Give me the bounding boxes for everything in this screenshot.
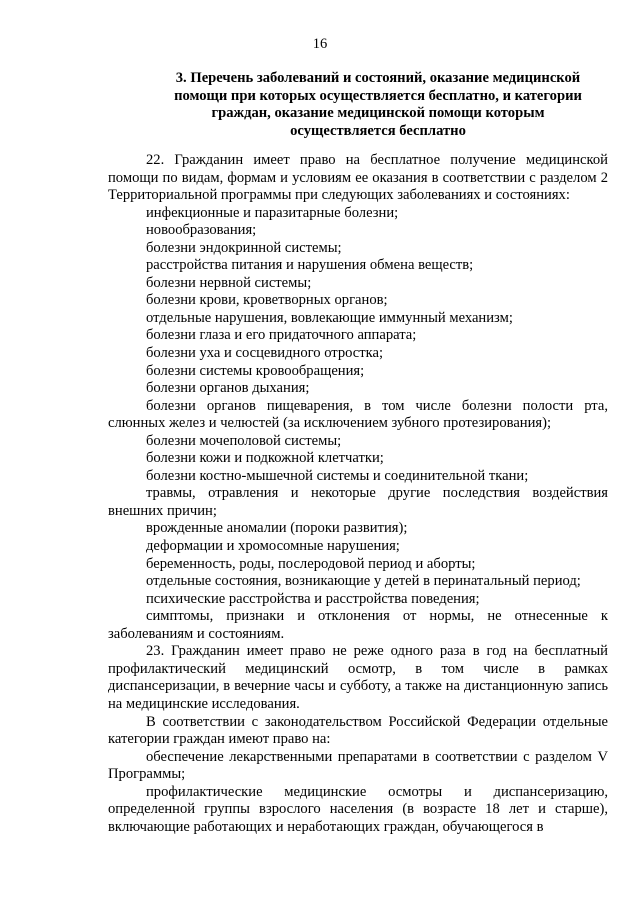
disease-list <box>108 205 608 644</box>
disease-list-item: отдельные нарушения, вовлекающие иммунный механизм; <box>146 309 513 326</box>
rights-list-item: профилактические медицинские осмотры и диспансеризацию, определенной группы взрослого населения (в возрасте 18 лет и старше), включающие работающих и неработающих граждан, обучающегося в <box>108 783 608 835</box>
rights-list-item: обеспечение лекарственными препаратами в соответствии с разделом V Программы; <box>108 748 608 783</box>
disease-list-item: беременность, роды, послеродовой период и аборты; <box>146 555 476 572</box>
section-heading-line: помощи при которых осуществляется бесплатно, и категории <box>174 87 582 104</box>
rights-list <box>108 749 608 837</box>
disease-list-item: врожденные аномалии (пороки развития); <box>146 520 408 537</box>
disease-list-item: отдельные состояния, возникающие у детей в перинатальный период; <box>146 573 581 590</box>
disease-list-item: болезни эндокринной системы; <box>146 239 342 256</box>
disease-list-item: травмы, отравления и некоторые другие последствия воздействия внешних причин; <box>108 485 608 519</box>
disease-list-item: болезни крови, кроветворных органов; <box>146 292 388 309</box>
disease-list-item: болезни системы кровообращения; <box>146 362 365 379</box>
disease-list-item: психические расстройства и расстройства поведения; <box>146 590 480 607</box>
disease-list-item: болезни нервной системы; <box>146 274 312 291</box>
disease-list-item: болезни органов дыхания; <box>146 380 310 397</box>
section-heading <box>150 70 606 140</box>
disease-list-item: новообразования; <box>146 222 257 239</box>
page-number: 16 <box>312 36 328 52</box>
disease-list-item: расстройства питания и нарушения обмена веществ; <box>146 257 474 274</box>
disease-list-item: болезни костно-мышечной системы и соединительной ткани; <box>146 467 529 484</box>
section-heading-line: граждан, оказание медицинской помощи которым <box>211 105 545 121</box>
paragraph-23: 23. Гражданин имеет право не реже одного раза в год на бесплатный профилактический медицинский осмотр, в том числе в рамках диспансеризации, в вечерние часы и субботу, а также на дистанционную запись на медицинские исследования. <box>108 643 608 712</box>
paragraph-legislation: В соответствии с законодательством Российской Федерации отдельные категории граждан имеют право на: <box>108 713 608 748</box>
disease-list-item: симптомы, признаки и отклонения от нормы, не отнесенные к заболеваниям и состояниям. <box>108 608 608 642</box>
document-body <box>108 152 608 836</box>
disease-list-item: болезни органов пищеварения, в том числе болезни полости рта, слюнных желез и челюстей (за исключением зубного протезирования); <box>108 397 608 432</box>
paragraph-22: 22. Гражданин имеет право на бесплатное получение медицинской помощи по видам, формам и условиям ее оказания в соответствии с разделом 2 Территориальной программы при следующих заболеваниях и состояниях: <box>108 152 608 204</box>
disease-list-item: инфекционные и паразитарные болезни; <box>146 204 399 221</box>
section-heading-line: осуществляется бесплатно <box>290 122 466 139</box>
disease-list-item: болезни кожи и подкожной клетчатки; <box>146 450 384 467</box>
disease-list-item: болезни уха и сосцевидного отростка; <box>146 345 384 362</box>
section-heading-line: 3. Перечень заболеваний и состояний, оказание медицинской <box>175 70 581 86</box>
disease-list-item: деформации и хромосомные нарушения; <box>146 538 400 555</box>
disease-list-item: болезни глаза и его придаточного аппарата; <box>146 327 417 344</box>
disease-list-item: болезни мочеполовой системы; <box>146 432 342 449</box>
